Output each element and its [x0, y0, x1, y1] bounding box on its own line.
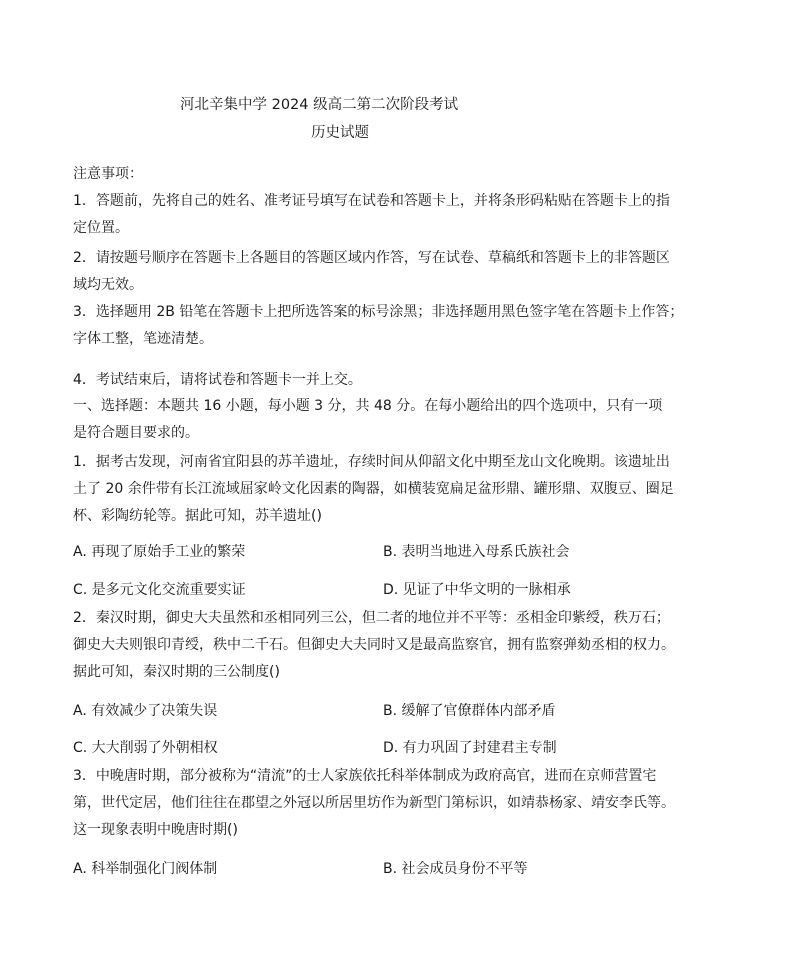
section-instruction-line-1: 一、选择题：本题共 16 小题，每小题 3 分，共 48 分。在每小题给出的四个选项中，只有一项: [73, 398, 663, 414]
question-2-stem-line-1: 2．秦汉时期，御史大夫虽然和丞相同列三公，但二者的地位并不平等：丞相金印紫绶，秩万石；: [73, 610, 670, 626]
question-1-option-b: B. 表明当地进入母系氏族社会: [383, 544, 570, 560]
section-instruction-line-2: 是符合题目要求的。: [73, 425, 199, 441]
notice-item-2-line-2: 域均无效。: [73, 277, 143, 293]
question-2-stem-line-2: 御史大夫则银印青绶，秩中二千石。但御史大夫同时又是最高监察官，拥有监察弹劾丞相的权力。: [73, 637, 675, 653]
notice-heading: 注意事项：: [73, 166, 143, 182]
notice-item-1-line-2: 定位置。: [73, 220, 129, 236]
notice-item-3-line-1: 3．选择题用 2B 铅笔在答题卡上把所选答案的标号涂黑；非选择题用黑色签字笔在答题卡上作答；: [73, 304, 684, 320]
question-2-option-c: C. 大大削弱了外朝相权: [73, 740, 218, 756]
question-1-stem-line-3: 杯、彩陶纺轮等。据此可知，苏羊遗址(): [73, 508, 322, 524]
question-1-stem-line-1: 1．据考古发现，河南省宜阳县的苏羊遗址，存续时间从仰韶文化中期至龙山文化晚期。该遗址出: [73, 454, 670, 470]
question-2-stem-line-3: 据此可知，秦汉时期的三公制度(): [73, 664, 280, 680]
question-1-option-c: C. 是多元文化交流重要实证: [73, 582, 246, 598]
question-2-option-b: B. 缓解了官僚群体内部矛盾: [383, 703, 556, 719]
question-3-option-a: A. 科举制强化门阀体制: [73, 861, 218, 877]
question-3-stem-line-2: 第，世代定居，他们往往在郡望之外冠以所居里坊作为新型门第标识，如靖恭杨家、靖安李氏等。: [73, 795, 675, 811]
question-2-option-a: A. 有效减少了决策失误: [73, 703, 218, 719]
notice-item-1-line-1: 1．答题前，先将自己的姓名、准考证号填写在试卷和答题卡上，并将条形码粘贴在答题卡上的指: [73, 193, 670, 209]
question-1-option-d: D. 见证了中华文明的一脉相承: [383, 582, 571, 598]
question-1-option-a: A. 再现了原始手工业的繁荣: [73, 544, 246, 560]
question-1-stem-line-2: 土了 20 余件带有长江流域屈家岭文化因素的陶器，如横装宽扁足盆形鼎、罐形鼎、双腹豆、圈足: [73, 481, 674, 497]
question-2-option-d: D. 有力巩固了封建君主专制: [383, 740, 557, 756]
notice-item-4: 4．考试结束后，请将试卷和答题卡一并上交。: [73, 372, 362, 388]
notice-item-3-line-2: 字体工整，笔迹清楚。: [73, 331, 213, 347]
question-3-stem-line-3: 这一现象表明中晚唐时期(): [73, 822, 238, 838]
exam-title: 河北辛集中学 2024 级高二第二次阶段考试: [180, 97, 459, 113]
subject-title: 历史试题: [311, 125, 369, 141]
question-3-stem-line-1: 3．中晚唐时期，部分被称为“清流”的士人家族依托科举体制成为政府高官，进而在京师营置宅: [73, 768, 657, 784]
question-3-option-b: B. 社会成员身份不平等: [383, 861, 528, 877]
notice-item-2-line-1: 2．请按题号顺序在答题卡上各题目的答题区域内作答，写在试卷、草稿纸和答题卡上的非答题区: [73, 250, 670, 266]
